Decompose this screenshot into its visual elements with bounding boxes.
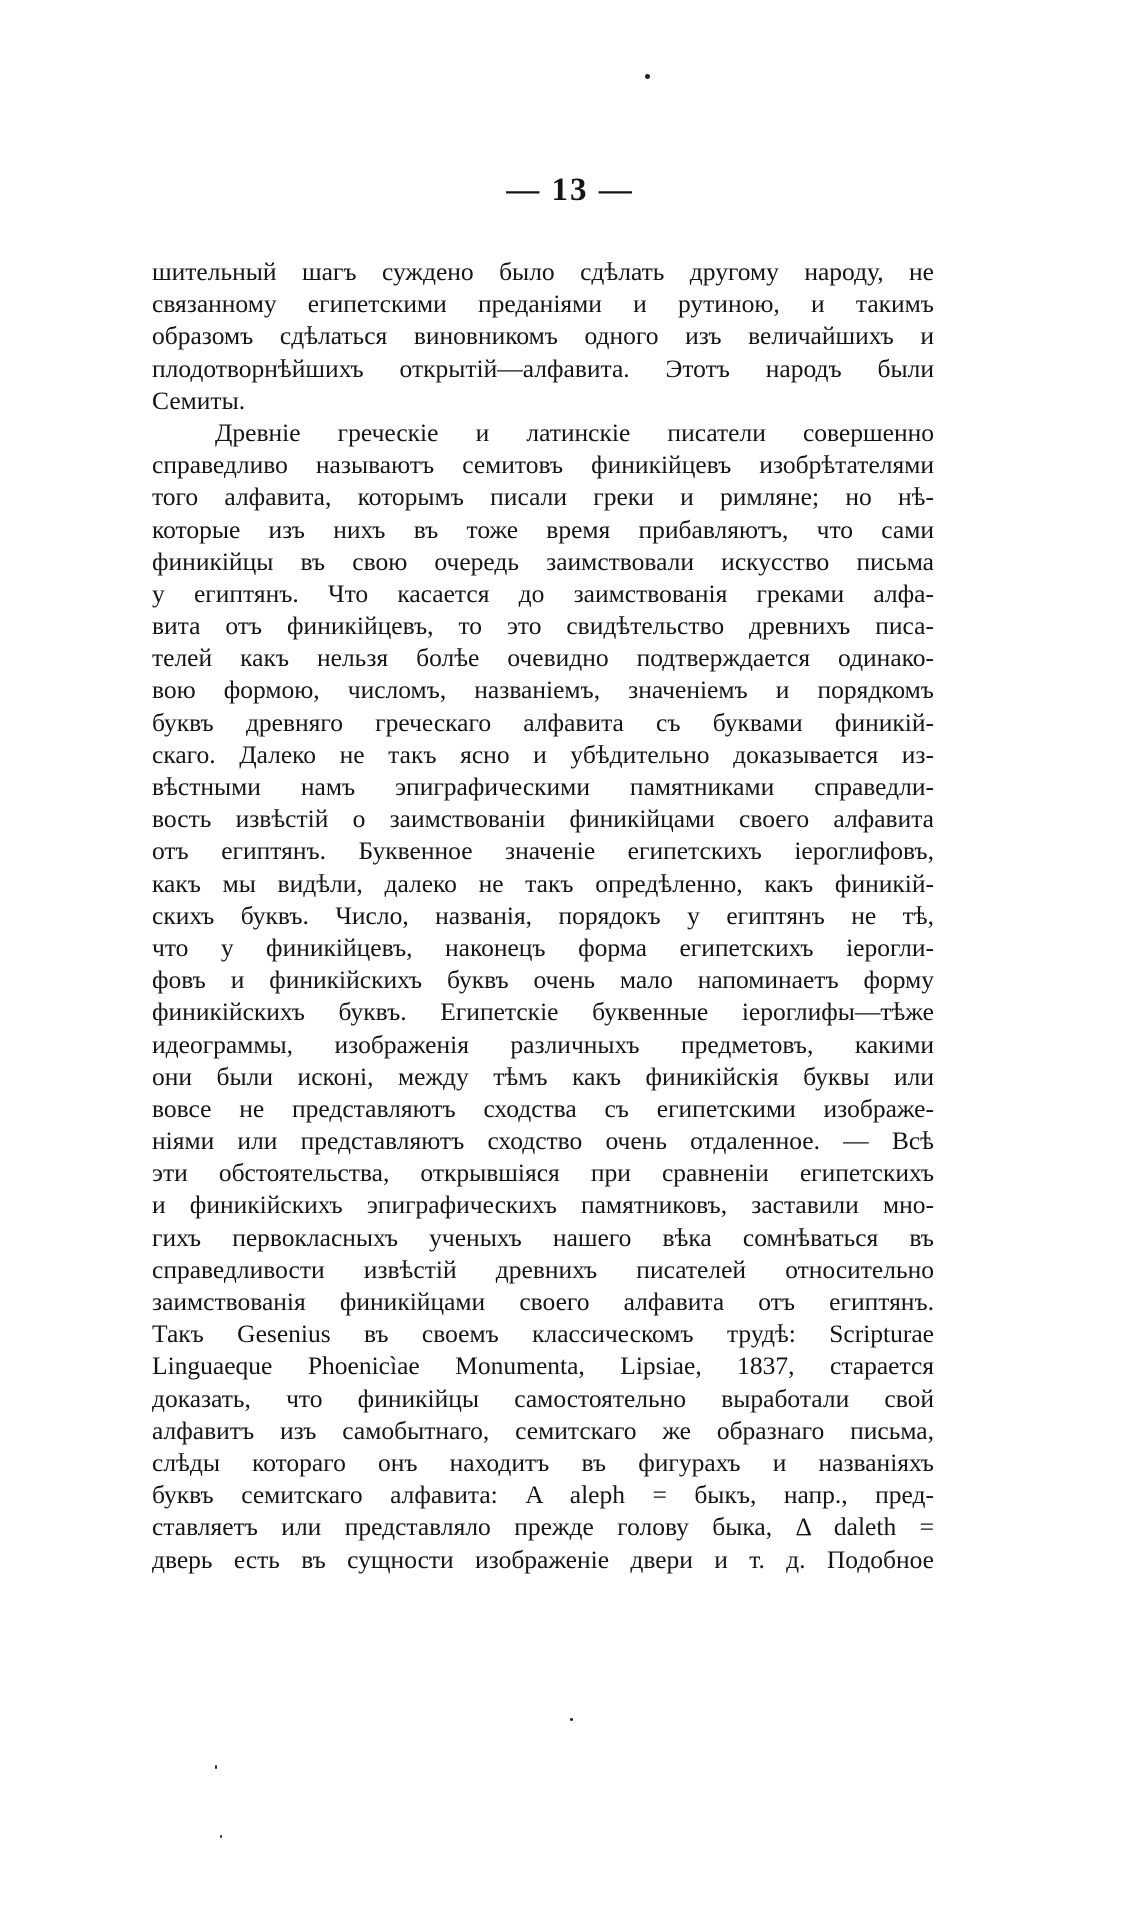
text-line: идеограммы, изображенія различныхъ предметовъ, какими [152, 1029, 934, 1059]
text-line: отъ египтянъ. Буквенное значеніе египетскихъ іероглифовъ, [152, 836, 934, 866]
text-line: Древніе греческіе и латинскіе писатели совершенно [215, 417, 934, 447]
text-line: телей какъ нельзя болѣе очевидно подтверждается одинако- [152, 643, 934, 673]
text-line: фовъ и финикійскихъ буквъ очень мало напоминаетъ форму [152, 965, 934, 995]
text-line: скаго. Далеко не такъ ясно и убѣдительно доказывается из- [152, 739, 934, 769]
scan-speck [570, 1718, 573, 1721]
text-line: вѣстными намъ эпиграфическими памятниками справедли- [152, 772, 934, 801]
text-line: связанному египетскими преданіями и рутиною, и такимъ [152, 289, 934, 319]
text-line: образомъ сдѣлаться виновникомъ одного изъ величайшихъ и [152, 321, 934, 351]
text-line: алфавитъ изъ самобытнаго, семитскаго же образнаго письма, [152, 1415, 934, 1445]
text-line: вою формою, числомъ, названіемъ, значеніемъ и порядкомъ [152, 675, 934, 705]
text-line: справедливости извѣстій древнихъ писателей относительно [152, 1254, 934, 1284]
paragraph-2 [152, 417, 934, 1576]
text-line: дверь есть въ сущности изображеніе двери и т. д. Подобное [152, 1544, 934, 1574]
text-line: финикійцы въ свою очередь заимствовали искусство письма [152, 546, 934, 576]
text-line: доказать, что финикійцы самостоятельно выработали свой [152, 1383, 934, 1413]
text-line: скихъ буквъ. Число, названія, порядокъ у египтянъ не тѣ, [152, 900, 934, 930]
page-number: — 13 — [506, 172, 634, 208]
text-line: они были исконі, между тѣмъ какъ финикійскія буквы или [152, 1061, 934, 1091]
text-line: слѣды котораго онъ находитъ въ фигурахъ и названіяхъ [152, 1447, 934, 1477]
text-line: ставляетъ или представляло прежде голову быка, Δ daleth = [152, 1512, 934, 1542]
text-line: Семиты. [152, 385, 246, 415]
text-line: Linguaeque Phoenicìae Monumenta, Lipsiae, 1837, старается [152, 1351, 934, 1381]
text-line: ніями или представляютъ сходство очень отдаленное. — Всѣ [152, 1126, 934, 1156]
text-line: финикійскихъ буквъ. Египетскіе буквенные іероглифы—тѣже [152, 997, 934, 1027]
text-line: Такъ Gesenius въ своемъ классическомъ трудѣ: Scripturae [152, 1319, 934, 1349]
text-line: плодотворнѣйшихъ открытій—алфавита. Этотъ народъ были [152, 353, 934, 383]
text-line: эти обстоятельства, открывшіяся при сравненіи египетскихъ [152, 1158, 934, 1188]
text-line: буквъ семитскаго алфавита: A aleph = быкъ, напр., пред- [152, 1480, 934, 1510]
text-line: вита отъ финикійцевъ, то это свидѣтельство древнихъ писа- [152, 611, 934, 641]
text-line: гихъ первокласныхъ ученыхъ нашего вѣка сомнѣваться въ [152, 1222, 934, 1252]
body-text [152, 256, 934, 1576]
text-line: вость извѣстій о заимствованіи финикійцами своего алфавита [152, 804, 934, 834]
text-line: справедливо называютъ семитовъ финикійцевъ изобрѣтателями [152, 450, 934, 480]
text-line: заимствованія финикійцами своего алфавита отъ египтянъ. [152, 1287, 934, 1316]
text-line: шительный шагъ суждено было сдѣлать другому народу, не [152, 257, 934, 286]
text-line: что у финикійцевъ, наконецъ форма египетскихъ іерогли- [152, 932, 934, 962]
scan-speck [220, 1835, 222, 1838]
text-line: у египтянъ. Что касается до заимствованія греками алфа- [152, 578, 934, 608]
text-line: буквъ древняго греческаго алфавита съ буквами финикій- [152, 707, 934, 737]
text-line: и финикійскихъ эпиграфическихъ памятниковъ, заставили мно- [152, 1190, 934, 1220]
scan-speck [645, 74, 650, 79]
text-line: того алфавита, которымъ писали греки и римляне; но нѣ- [152, 482, 934, 512]
text-line: которые изъ нихъ въ тоже время прибавляютъ, что сами [152, 514, 934, 544]
text-line: вовсе не представляютъ сходства съ египетскими изображе- [152, 1093, 934, 1123]
text-line: какъ мы видѣли, далеко не такъ опредѣленно, какъ финикій- [152, 868, 934, 898]
paragraph-1 [152, 256, 934, 417]
scan-speck [215, 1765, 217, 1769]
